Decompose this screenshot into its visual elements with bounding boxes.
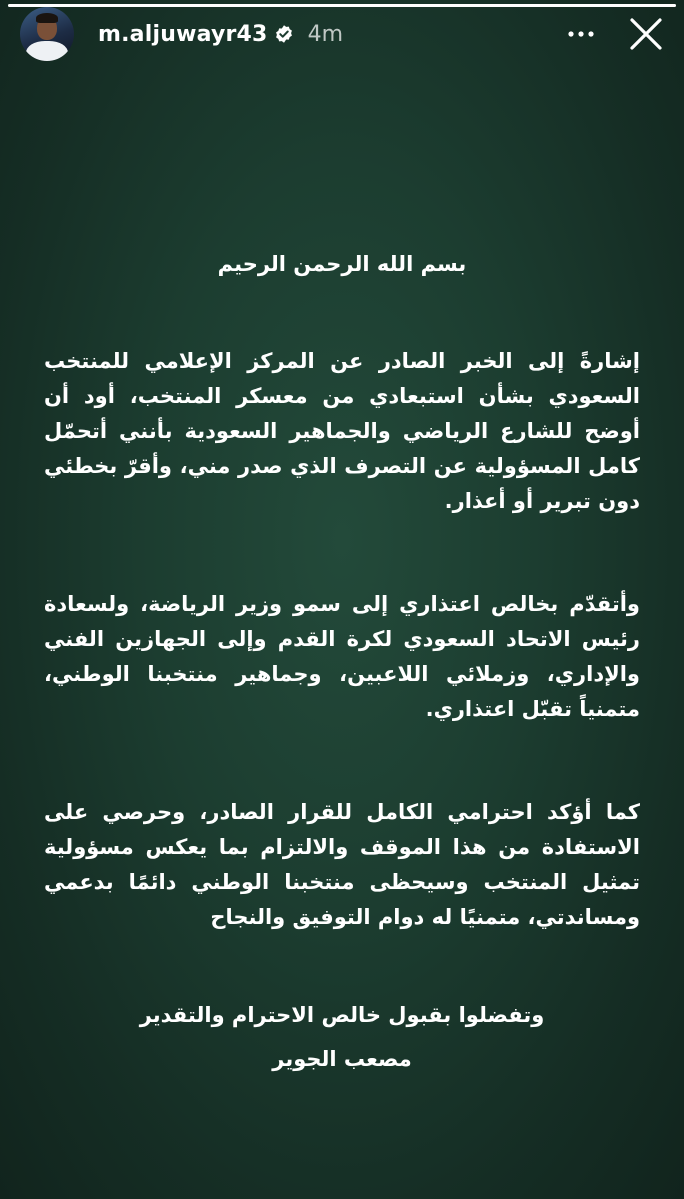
letter-greeting: بسم الله الرحمن الرحيم — [217, 252, 467, 276]
letter-closing: وتفضلوا بقبول خالص الاحترام والتقدير — [139, 1003, 545, 1027]
avatar-hair — [36, 13, 58, 23]
letter-paragraph-3: كما أؤكد احترامي الكامل للقرار الصادر، وحرصي على الاستفادة من هذا الموقف والالتزام بما يعكس مسؤولية تمثيل المنتخب وسيحظى منتخبنا الوطني دائمًا بدعمي ومساندتي، متمنيًا له دوام التوفيق والنجاح — [44, 800, 640, 929]
verified-badge-icon — [274, 24, 294, 44]
avatar[interactable] — [20, 7, 74, 61]
letter-signature: مصعب الجوير — [272, 1047, 412, 1071]
post-timestamp: 4m — [307, 21, 344, 47]
story-header — [20, 6, 666, 62]
close-icon[interactable] — [626, 14, 666, 54]
letter-paragraph-2: وأتقدّم بخالص اعتذاري إلى سمو وزير الرياضة، ولسعادة رئيس الاتحاد السعودي لكرة القدم وإلى الجهازين الفني والإداري، وزملائي اللاعبين، وجماهير منتخبنا الوطني، متمنياً تقبّل اعتذاري. — [44, 592, 640, 721]
apology-letter — [36, 244, 648, 1071]
letter-paragraph-1: إشارةً إلى الخبر الصادر عن المركز الإعلامي للمنتخب السعودي بشأن استبعادي من معسكر المنتخب، أود أن أوضح للشارع الرياضي والجماهير السعودية بأنني أتحمّل كامل المسؤولية عن التصرف الذي صدر مني، وأقرّ بخطئي دون تبرير أو أعذار. — [44, 349, 640, 513]
username[interactable]: m.aljuwayr43 — [98, 21, 268, 47]
more-dots-icon[interactable] — [566, 19, 596, 49]
avatar-shirt — [26, 41, 68, 61]
